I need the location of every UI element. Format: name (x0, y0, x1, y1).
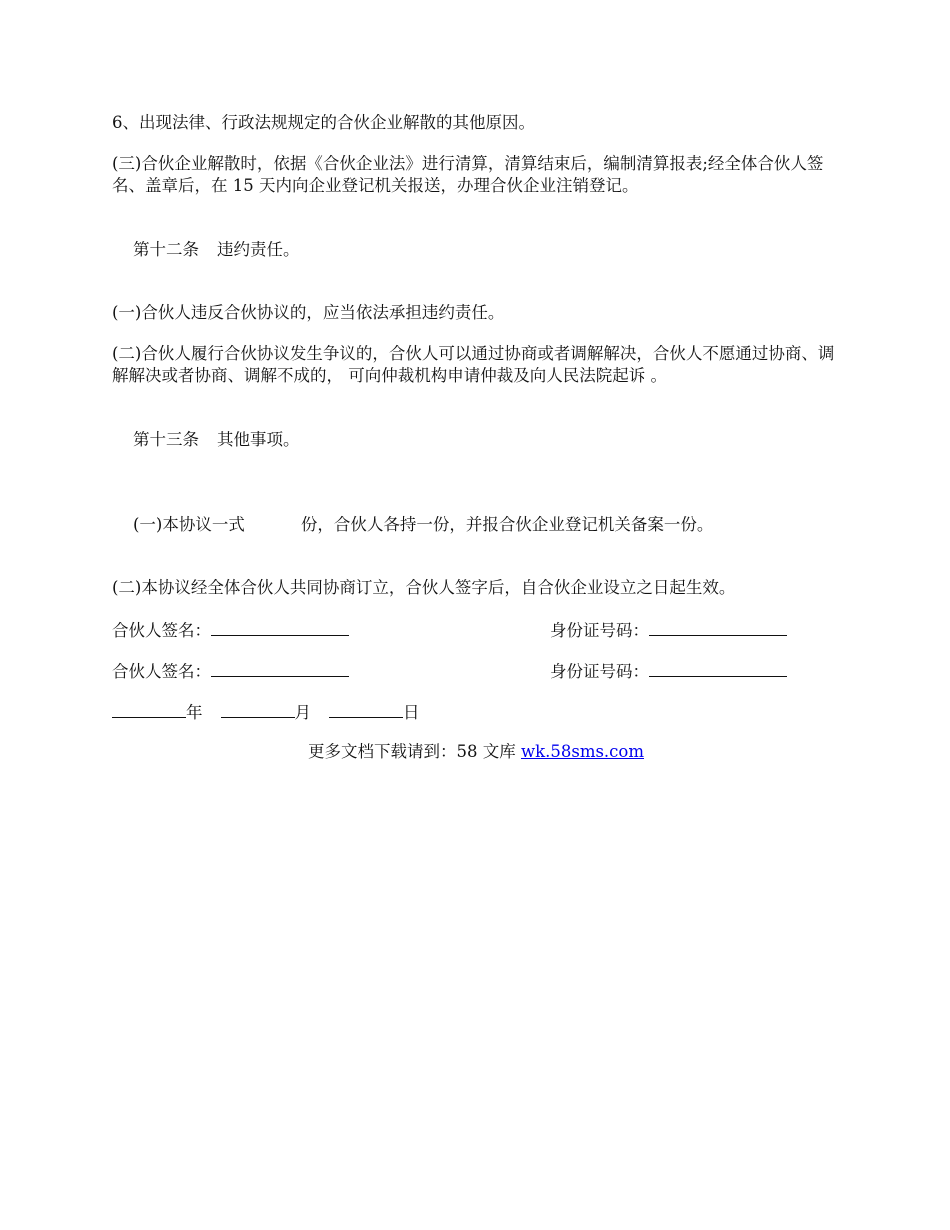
footer (112, 741, 840, 763)
year-label: 年 (186, 703, 203, 722)
article-12-title: 违约责任。 (216, 240, 300, 259)
copies-text-before: (一)本协议一式 (132, 515, 245, 534)
month-label: 月 (294, 703, 311, 722)
id-number-label: 身份证号码： (550, 621, 649, 640)
id-number-blank[interactable] (649, 659, 787, 677)
paragraph-dispute-resolution: (二)合伙人履行合伙协议发生争议的，合伙人可以通过协商或者调解解决，合伙人不愿通过协商、调解解决或者协商、调解不成的， 可向仲裁机构申请仲裁及向人民法院起诉 。 (112, 344, 835, 385)
document-page (112, 112, 840, 763)
signature-row-2 (112, 659, 840, 681)
paragraph-dissolution-reason-6: 6、出现法律、行政法规规定的合伙企业解散的其他原因。 (112, 113, 535, 132)
paragraph-copies (112, 492, 840, 558)
paragraph-liquidation: (三)合伙企业解散时，依据《合伙企业法》进行清算，清算结束后，编制清算报表;经全体合伙人签名、盖章后，在 15 天内向企业登记机关报送，办理合伙企业注销登记。 (112, 154, 824, 195)
id-number-2 (550, 659, 787, 683)
partner-signature-label: 合伙人签名： (112, 621, 211, 640)
footer-text: 更多文档下载请到：58 文库 (307, 742, 521, 761)
signature-row-1 (112, 618, 840, 640)
article-13-title: 其他事项。 (216, 430, 300, 449)
partner-signature-2 (112, 659, 349, 683)
day-label: 日 (403, 703, 420, 722)
id-number-1 (550, 618, 787, 642)
article-13-heading (112, 407, 840, 473)
article-12-heading (112, 217, 840, 283)
copies-text-after: 份，合伙人各持一份，并报合伙企业登记机关备案一份。 (300, 515, 714, 534)
article-13-label: 第十三条 (132, 430, 199, 449)
id-number-label: 身份证号码： (550, 662, 649, 681)
partner-signature-blank[interactable] (211, 659, 349, 677)
partner-signature-blank[interactable] (211, 618, 349, 636)
day-blank[interactable] (329, 700, 403, 718)
paragraph-effective: (二)本协议经全体合伙人共同协商订立，合伙人签字后，自合伙企业设立之日起生效。 (112, 578, 736, 597)
id-number-blank[interactable] (649, 618, 787, 636)
date-line (112, 700, 840, 722)
month-blank[interactable] (221, 700, 295, 718)
partner-signature-label: 合伙人签名： (112, 662, 211, 681)
year-blank[interactable] (112, 700, 186, 718)
article-12-label: 第十二条 (132, 240, 199, 259)
paragraph-breach-liability: (一)合伙人违反合伙协议的，应当依法承担违约责任。 (112, 303, 505, 322)
footer-link[interactable]: wk.58sms.com (520, 742, 644, 761)
partner-signature-1 (112, 618, 349, 642)
